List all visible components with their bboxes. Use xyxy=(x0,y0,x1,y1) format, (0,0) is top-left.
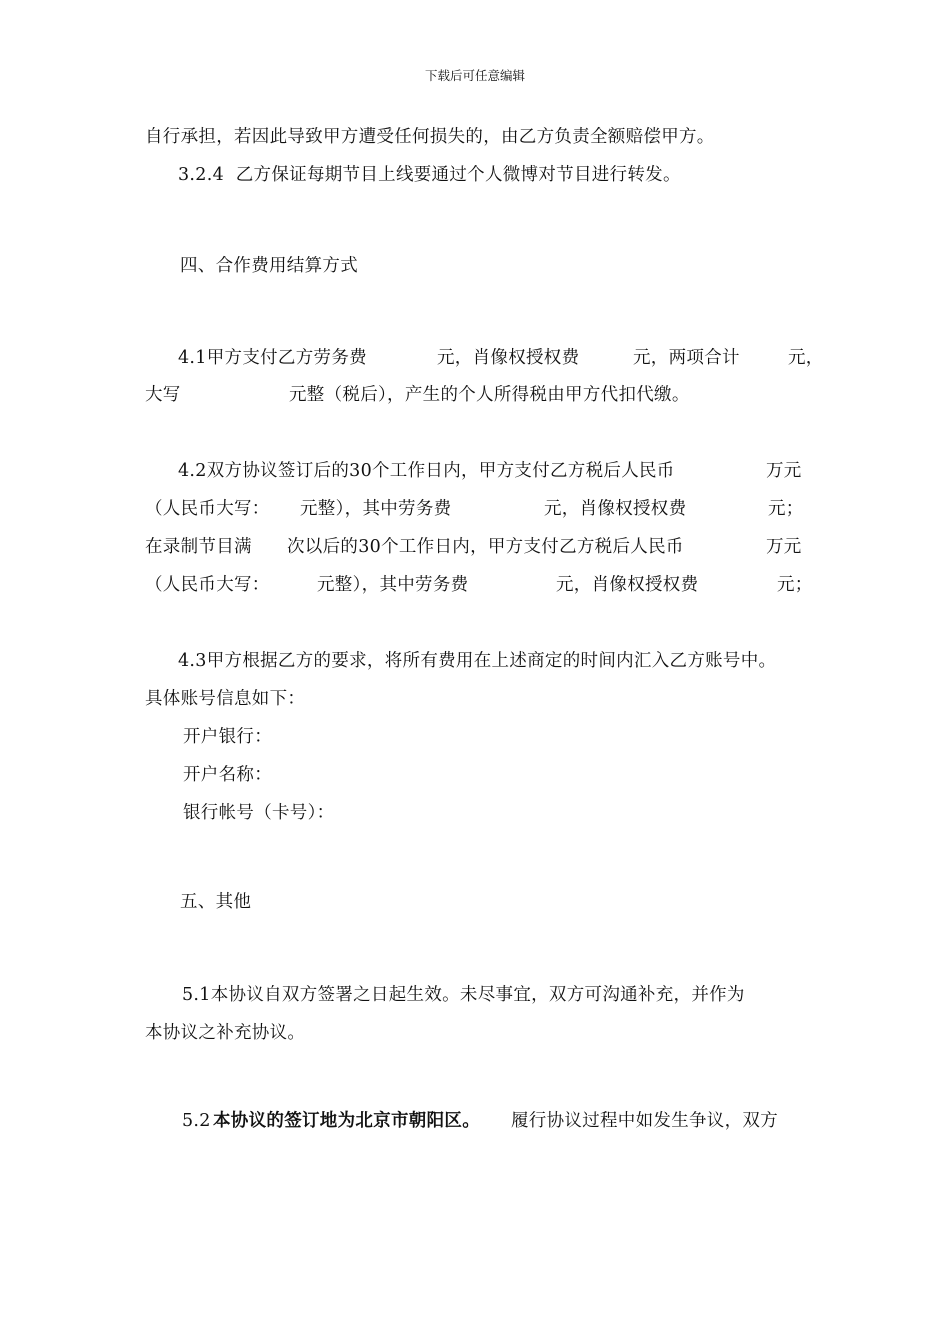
clause-4-1-part-a: 4.1甲方支付乙方劳务费 xyxy=(178,348,367,368)
clause-5-2-rest: 履行协议过程中如发生争议，双方 xyxy=(511,1111,778,1131)
clause-4-2-r4-d: 元； xyxy=(777,575,813,595)
clause-5-2-number: 5.2 xyxy=(182,1111,211,1131)
clause-4-1-part-e: 大写 xyxy=(145,385,181,405)
clause-4-2-r3-a: 在录制节目满 xyxy=(145,537,252,557)
clause-4-2-r2-d: 元； xyxy=(768,499,804,519)
clause-continuation: 自行承担，若因此导致甲方遭受任何损失的，由乙方负责全额赔偿甲方。 xyxy=(145,127,715,147)
account-name-label: 开户名称： xyxy=(183,765,272,785)
clause-4-1-part-d: 元， xyxy=(788,348,824,368)
clause-4-2-r2-c: 元，肖像权授权费 xyxy=(544,499,687,519)
clause-5-2-bold: 本协议的签订地为北京市朝阳区。 xyxy=(213,1111,480,1131)
clause-5-1: 5.1本协议自双方签署之日起生效。未尽事宜，双方可沟通补充，并作为 xyxy=(182,985,745,1005)
clause-4-2-r3-b: 次以后的30个工作日内，甲方支付乙方税后人民币 xyxy=(287,537,684,557)
bank-name-label: 开户银行： xyxy=(183,727,272,747)
page-header: 下载后可任意编辑 xyxy=(424,68,525,83)
clause-4-2-r3-c: 万元 xyxy=(766,537,802,557)
clause-4-2-r1-a: 4.2双方协议签订后的30个工作日内，甲方支付乙方税后人民币 xyxy=(178,461,675,481)
section-heading-4: 四、合作费用结算方式 xyxy=(180,256,358,276)
clause-4-2-r2-a: （人民币大写： xyxy=(145,499,270,519)
clause-4-2-r2-b: 元整），其中劳务费 xyxy=(300,499,452,519)
clause-4-2-r4-b: 元整），其中劳务费 xyxy=(317,575,469,595)
clause-3-2-4: 3.2.4 乙方保证每期节目上线要通过个人微博对节目进行转发。 xyxy=(178,165,681,185)
clause-5-1-cont: 本协议之补充协议。 xyxy=(145,1023,306,1043)
clause-4-2-r4-a: （人民币大写： xyxy=(145,575,270,595)
clause-4-1-part-c: 元，两项合计 xyxy=(633,348,740,368)
clause-4-1-part-f: 元整（税后），产生的个人所得税由甲方代扣代缴。 xyxy=(289,385,690,405)
clause-4-2-r4-c: 元，肖像权授权费 xyxy=(556,575,699,595)
clause-4-1-part-b: 元，肖像权授权费 xyxy=(437,348,580,368)
clause-4-2-r1-b: 万元 xyxy=(766,461,802,481)
account-number-label: 银行帐号（卡号）： xyxy=(183,803,335,823)
clause-4-3: 4.3甲方根据乙方的要求，将所有费用在上述商定的时间内汇入乙方账号中。 xyxy=(178,651,777,671)
section-heading-5: 五、其他 xyxy=(180,892,252,912)
clause-4-3-cont: 具体账号信息如下： xyxy=(145,689,306,709)
